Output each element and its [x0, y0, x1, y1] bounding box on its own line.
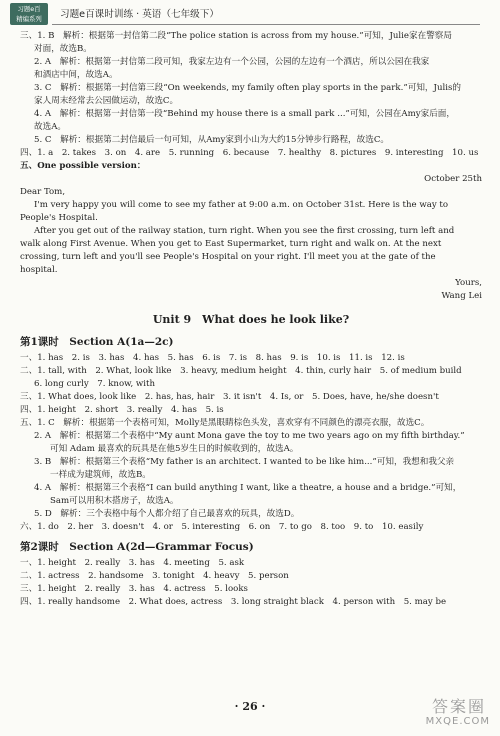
answer-line: 家人周末经常去公园做运动，故选C。 — [34, 96, 179, 106]
letter-signature: Wang Lei — [441, 291, 482, 301]
sample-letter — [20, 173, 482, 303]
answer-line: 2. A 解析：根据第一封信第二段可知，我家左边有一个公园，公园的左边有一个酒店，所以公园在我家 — [34, 57, 430, 67]
answer-line: 5. D 解析：三个表格中每个人都介绍了自己最喜欢的玩具，故选D。 — [34, 509, 300, 519]
answer-line: 5. C 解析：根据第二封信最后一句可知，从Amy家到小山为大约15分钟步行路程，故选C。 — [34, 135, 390, 145]
answer-line: 六、1. do 2. her 3. doesn't 4. or 5. interesting 6. on 7. to go 8. too 9. to 10. easily — [20, 522, 424, 532]
header-divider — [52, 24, 480, 25]
letter-date: October 25th — [424, 174, 482, 184]
answer-line: 4. A 解析：根据第一封信第一段“Behind my house there is a small park ...”可知，公园在Amy家后面， — [34, 109, 455, 119]
answer-line: 6. long curly 7. know, with — [34, 379, 156, 389]
section-lesson-1 — [20, 335, 482, 534]
letter-line: After you get out of the railway station, turn right. When you see the first crossing, turn left and — [34, 226, 455, 236]
page-header — [0, 0, 500, 28]
answer-line: 四、1. really handsome 2. What does, actress 3. long straight black 4. person with 5. may be — [20, 597, 447, 607]
answer-line: 3. B 解析：根据第三个表格“My father is an architect. I wanted to be like him...”可知，我想和我父亲 — [34, 457, 455, 467]
answer-line: 三、1. What does, look like 2. has, has, hair 3. it isn't 4. Is, or 5. Does, have, he/she doesn't — [20, 392, 439, 402]
badge-line-1: 习题e百 — [17, 5, 41, 13]
section-lesson-2 — [20, 540, 482, 609]
answer-line: 一、1. height 2. really 3. has 4. meeting 5. ask — [20, 558, 245, 568]
answer-line: 一样成为建筑师，故选B。 — [50, 470, 151, 480]
section-title: 第2课时 Section A(2d—Grammar Focus) — [20, 541, 254, 553]
answers-block-1 — [20, 30, 482, 173]
letter-line: People's Hospital. — [20, 213, 98, 223]
answer-line: 五、1. C 解析：根据第一个表格可知，Molly是黑眼睛棕色头发，喜欢穿有不同颜色的漂亮衣服，故选C。 — [20, 418, 430, 428]
answer-line: 4. A 解析：根据第三个表格“I can build anything I want, like a theatre, a house and a bridge.”可知， — [34, 483, 462, 493]
series-badge — [10, 3, 48, 25]
answer-line: 可知 Adam 最喜欢的玩具是在他5岁生日的时候收到的，故选A。 — [50, 444, 299, 454]
answer-line: Sam可以用积木搭房子，故选A。 — [50, 496, 179, 506]
answer-line: 3. C 解析：根据第一封信第三段“On weekends, my family often play sports in the park.”可知，Julis的 — [34, 83, 461, 93]
section-title: 第1课时 Section A(1a—2c) — [20, 336, 174, 348]
page-number: · 26 · — [234, 700, 266, 713]
answer-line: 一、1. has 2. is 3. has 4. has 5. has 6. is 7. is 8. has 9. is 10. is 11. is 12. is — [20, 353, 405, 363]
header-title: 习题e百课时训练 · 英语（七年级下） — [60, 9, 219, 20]
letter-greeting: Dear Tom, — [20, 187, 66, 197]
letter-line: walk along First Avenue. When you get to East Supermarket, turn right and walk on. At the next — [20, 239, 442, 249]
watermark-url: MXQE.COM — [425, 716, 490, 727]
answer-line: 三、1. B 解析：根据第一封信第二段“The police station is across from my house.”可知，Julie家在警察局 — [20, 31, 452, 41]
answer-line: 对面，故选B。 — [34, 44, 92, 54]
answer-line: 四、1. height 2. short 3. really 4. has 5. is — [20, 405, 224, 415]
answer-line: 四、1. a 2. takes 3. on 4. are 5. running 6. because 7. healthy 8. pictures 9. interesting 10. us — [20, 148, 479, 158]
answer-line: 二、1. tall, with 2. What, look like 3. heavy, medium height 4. thin, curly hair 5. of medium build — [20, 366, 462, 376]
letter-line: crossing, turn left and you'll see People's Hospital on your right. I'll meet you at the gate of the — [20, 252, 436, 262]
unit-title: Unit 9 What does he look like? — [152, 313, 350, 326]
letter-closing: Yours, — [455, 278, 482, 288]
answer-line: 三、1. height 2. really 3. has 4. actress 5. looks — [20, 584, 248, 594]
answer-line: 2. A 解析：根据第二个表格中“My aunt Mona gave the toy to me two years ago on my fifth birthday.” — [34, 431, 465, 441]
answer-content — [20, 30, 482, 609]
badge-line-2: 精编系列 — [16, 15, 42, 23]
watermark-text: 答案圈 — [431, 697, 486, 716]
answer-line: 五、One possible version： — [20, 161, 146, 171]
letter-line: I'm very happy you will come to see my father at 9:00 a.m. on October 31st. Here is the way to — [34, 200, 449, 210]
answer-line: 故选A。 — [34, 122, 66, 132]
answer-line: 二、1. actress 2. handsome 3. tonight 4. heavy 5. person — [20, 571, 289, 581]
answer-line: 和酒店中间，故选A。 — [34, 70, 118, 80]
letter-line: hospital. — [20, 265, 58, 275]
